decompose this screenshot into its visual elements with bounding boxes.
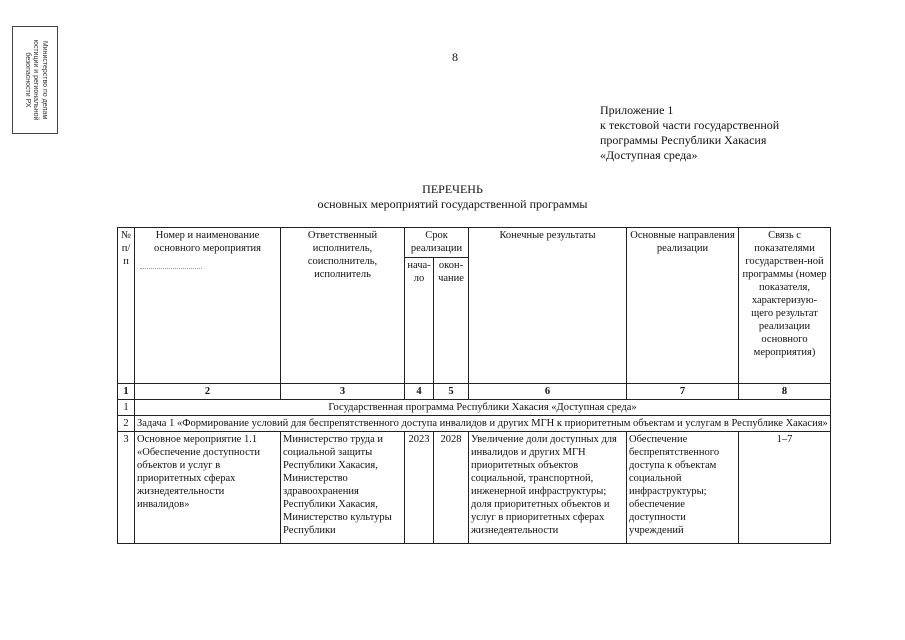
appendix-line: программы Республики Хакасия bbox=[600, 133, 767, 147]
table-row-program bbox=[118, 400, 831, 416]
program-title-cell: Государственная программа Республики Хакасия «Доступная среда» bbox=[135, 400, 831, 416]
header-link: Связь с показателями государствен-ной программы (номер показателя, характеризую-щего результат реализации основного мероприятия) bbox=[739, 228, 831, 384]
registration-stamp bbox=[12, 26, 58, 134]
column-number: 7 bbox=[627, 384, 739, 400]
header-responsible: Ответственный исполнитель, соисполнитель, исполнитель bbox=[281, 228, 405, 384]
document-subtitle: основных мероприятий государственной программы bbox=[317, 197, 588, 211]
task-cell: Задача 1 «Формирование условий для беспрепятственного доступа инвалидов и других МГН к приоритетным объектам и услугам в Республике Хакасия» bbox=[135, 416, 831, 432]
header-results: Конечные результаты bbox=[469, 228, 627, 384]
page-number: 8 bbox=[452, 50, 458, 64]
column-number: 6 bbox=[469, 384, 627, 400]
header-num: № п/п bbox=[118, 228, 135, 384]
appendix-note bbox=[600, 103, 840, 163]
directions-cell: Обеспечение беспрепятственного доступа к объектам социальной инфраструктуры; обеспечение доступности учреждений bbox=[627, 432, 739, 544]
row-num: 2 bbox=[118, 416, 135, 432]
column-number: 8 bbox=[739, 384, 831, 400]
header-directions: Основные направления реализации bbox=[627, 228, 739, 384]
appendix-line: «Доступная среда» bbox=[600, 148, 698, 162]
row-num: 3 bbox=[118, 432, 135, 544]
results-cell: Увеличение доли доступных для инвалидов и других МГН приоритетных объектов социальной, транспортной, инженерной инфраструктуры; доля приоритетных объектов и услуг в приоритетных сферах жизнедеятельности bbox=[469, 432, 627, 544]
header-name: Номер и наименование основного мероприятия bbox=[135, 228, 281, 384]
column-number: 4 bbox=[405, 384, 434, 400]
indicator-link-cell: 1–7 bbox=[739, 432, 831, 544]
measure-name-cell: Основное мероприятие 1.1 «Обеспечение доступности объектов и услуг в приоритетных сферах жизнедеятельности инвалидов» bbox=[135, 432, 281, 544]
table-header-row bbox=[118, 228, 831, 258]
stamp-line: Министерство по делам bbox=[40, 40, 48, 120]
table-row-task bbox=[118, 416, 831, 432]
header-start: нача-ло bbox=[405, 258, 434, 384]
end-year-cell: 2028 bbox=[434, 432, 469, 544]
column-number: 2 bbox=[135, 384, 281, 400]
responsible-cell: Министерство труда и социальной защиты Республики Хакасия, Министерство здравоохранения Республики Хакасия, Министерство культуры Республики bbox=[281, 432, 405, 544]
document-title: ПЕРЕЧЕНЬ bbox=[422, 182, 483, 196]
stamp-line: юстиции и региональной bbox=[32, 39, 40, 121]
row-num: 1 bbox=[118, 400, 135, 416]
start-year-cell: 2023 bbox=[405, 432, 434, 544]
measures-table bbox=[117, 227, 831, 544]
header-end: окон-чание bbox=[434, 258, 469, 384]
column-number: 5 bbox=[434, 384, 469, 400]
appendix-line: к текстовой части государственной bbox=[600, 118, 780, 132]
column-number: 3 bbox=[281, 384, 405, 400]
header-term: Срок реализации bbox=[405, 228, 469, 258]
stamp-line: безопасности РХ bbox=[23, 52, 31, 108]
appendix-line: Приложение 1 bbox=[600, 103, 674, 117]
table-row-measure bbox=[118, 432, 831, 544]
stamp-text bbox=[22, 28, 48, 132]
column-number: 1 bbox=[118, 384, 135, 400]
column-numbers-row bbox=[118, 384, 831, 400]
